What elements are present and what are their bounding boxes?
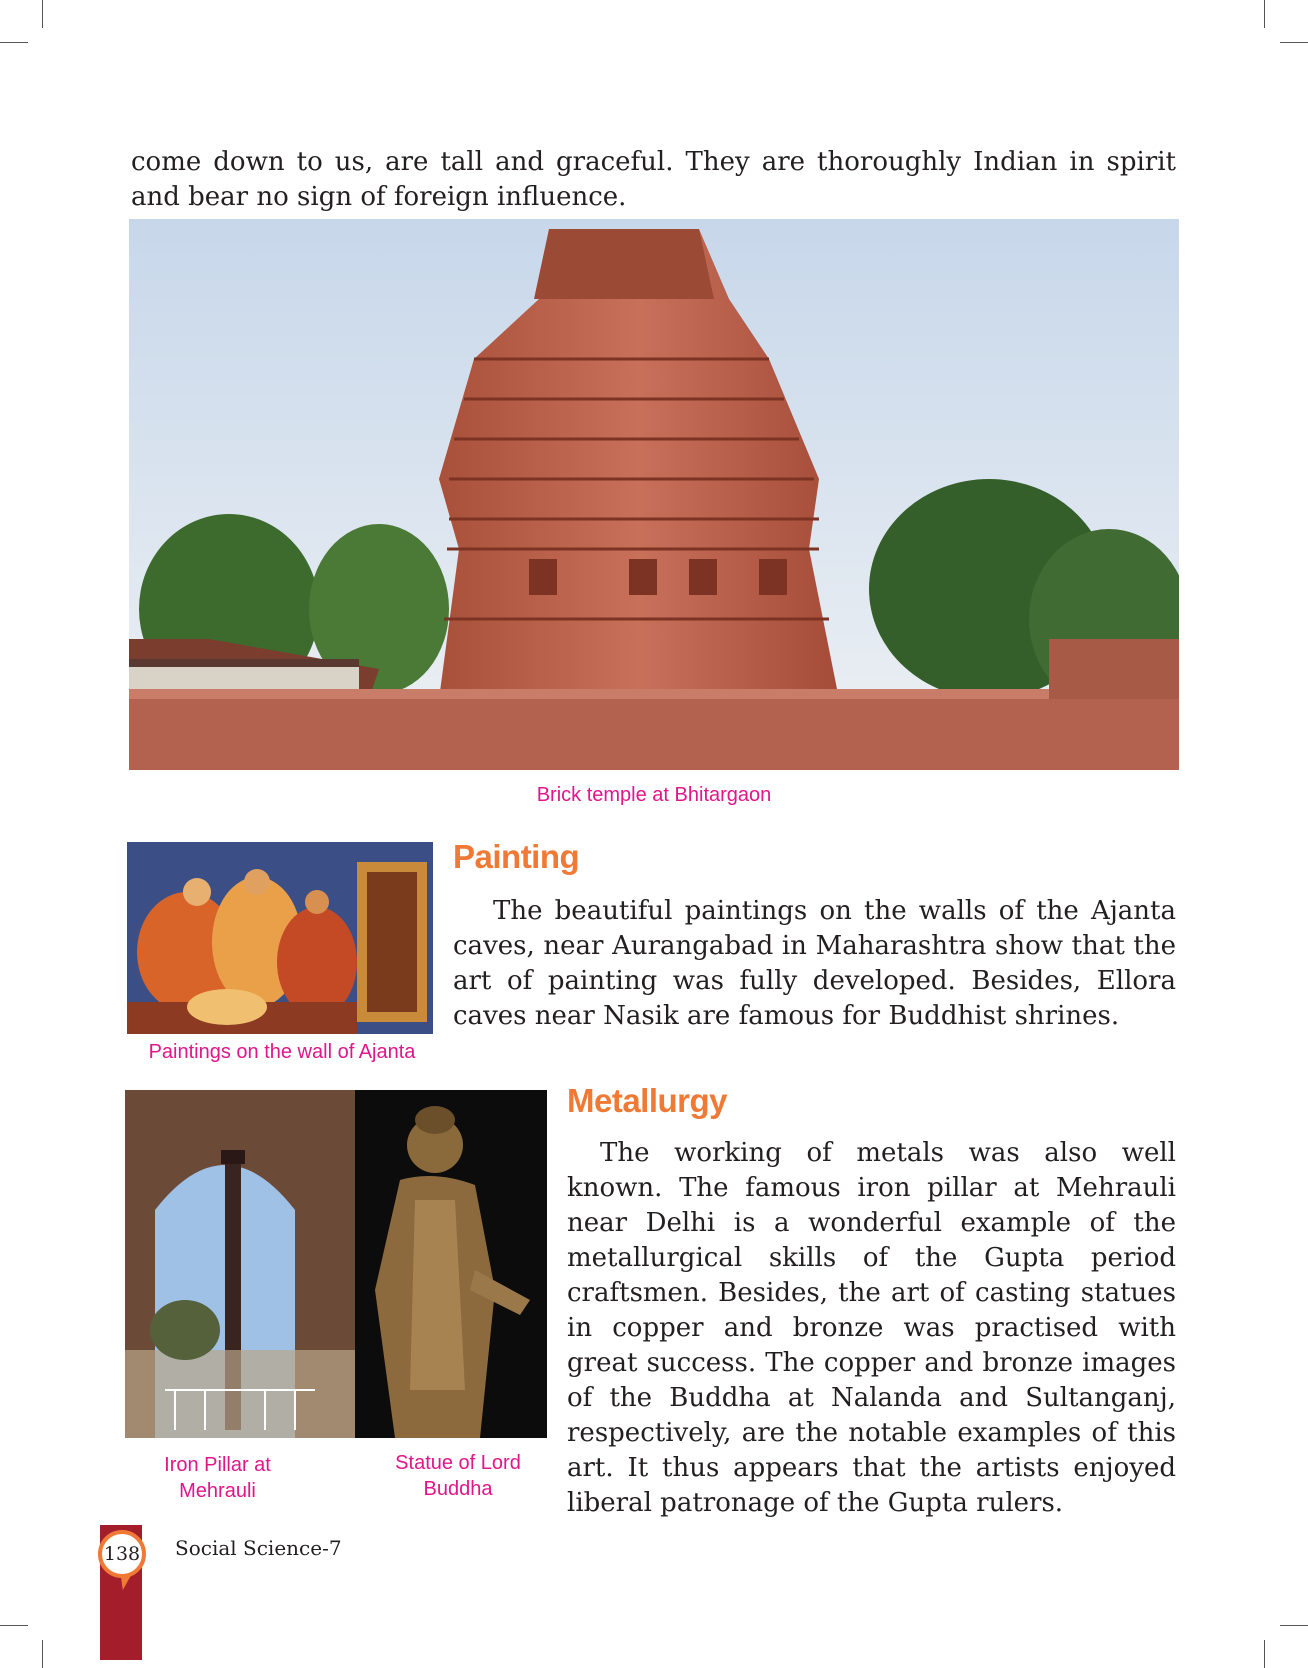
crop-mark xyxy=(42,0,43,28)
crop-mark xyxy=(1280,42,1308,43)
buddha-caption: Statue of Lord Buddha xyxy=(395,1452,521,1500)
crop-mark xyxy=(0,42,28,43)
crop-mark xyxy=(42,1640,43,1668)
temple-caption: Brick temple at Bhitargaon xyxy=(536,784,772,806)
crop-mark xyxy=(1264,1640,1265,1668)
crop-mark xyxy=(1280,1625,1308,1626)
iron-pillar-photo xyxy=(125,1090,355,1438)
painting-paragraph: The beautiful paintings on the walls of the Ajanta caves, near Aurangabad in Maharashtra show that the art of painting was fully developed. Besides, Ellora caves near Nasik are famous for Buddhist shrines. xyxy=(453,896,1176,1031)
iron-pillar-caption: Iron Pillar at Mehrauli xyxy=(164,1454,271,1502)
metallurgy-heading: Metallurgy xyxy=(567,1082,728,1119)
crop-mark xyxy=(0,1625,28,1626)
ajanta-caption: Paintings on the wall of Ajanta xyxy=(148,1041,416,1063)
crop-mark xyxy=(1264,0,1265,28)
brick-temple-photo xyxy=(129,219,1179,770)
ajanta-painting-photo xyxy=(127,842,433,1034)
book-title: Social Science-7 xyxy=(175,1536,342,1560)
page-number: 138 xyxy=(98,1530,146,1578)
buddha-statue-photo xyxy=(355,1090,547,1438)
painting-heading: Painting xyxy=(453,838,580,875)
metallurgy-paragraph: The working of metals was also well known. The famous iron pillar at Mehrauli near Delhi is a wonderful example of the metallurgical skills of the Gupta period craftsmen. Besides, the art of casting statues in copper and bronze was practised with great success. The copper and bronze images of the Buddha at Nalanda and Sultanganj, respectively, are the notable examples of this art. It thus appears that the artists enjoyed liberal patronage of the Gupta rulers. xyxy=(567,1138,1176,1518)
intro-paragraph: come down to us, are tall and graceful. They are thoroughly Indian in spirit and bear no sign of foreign influence. xyxy=(131,147,1176,212)
